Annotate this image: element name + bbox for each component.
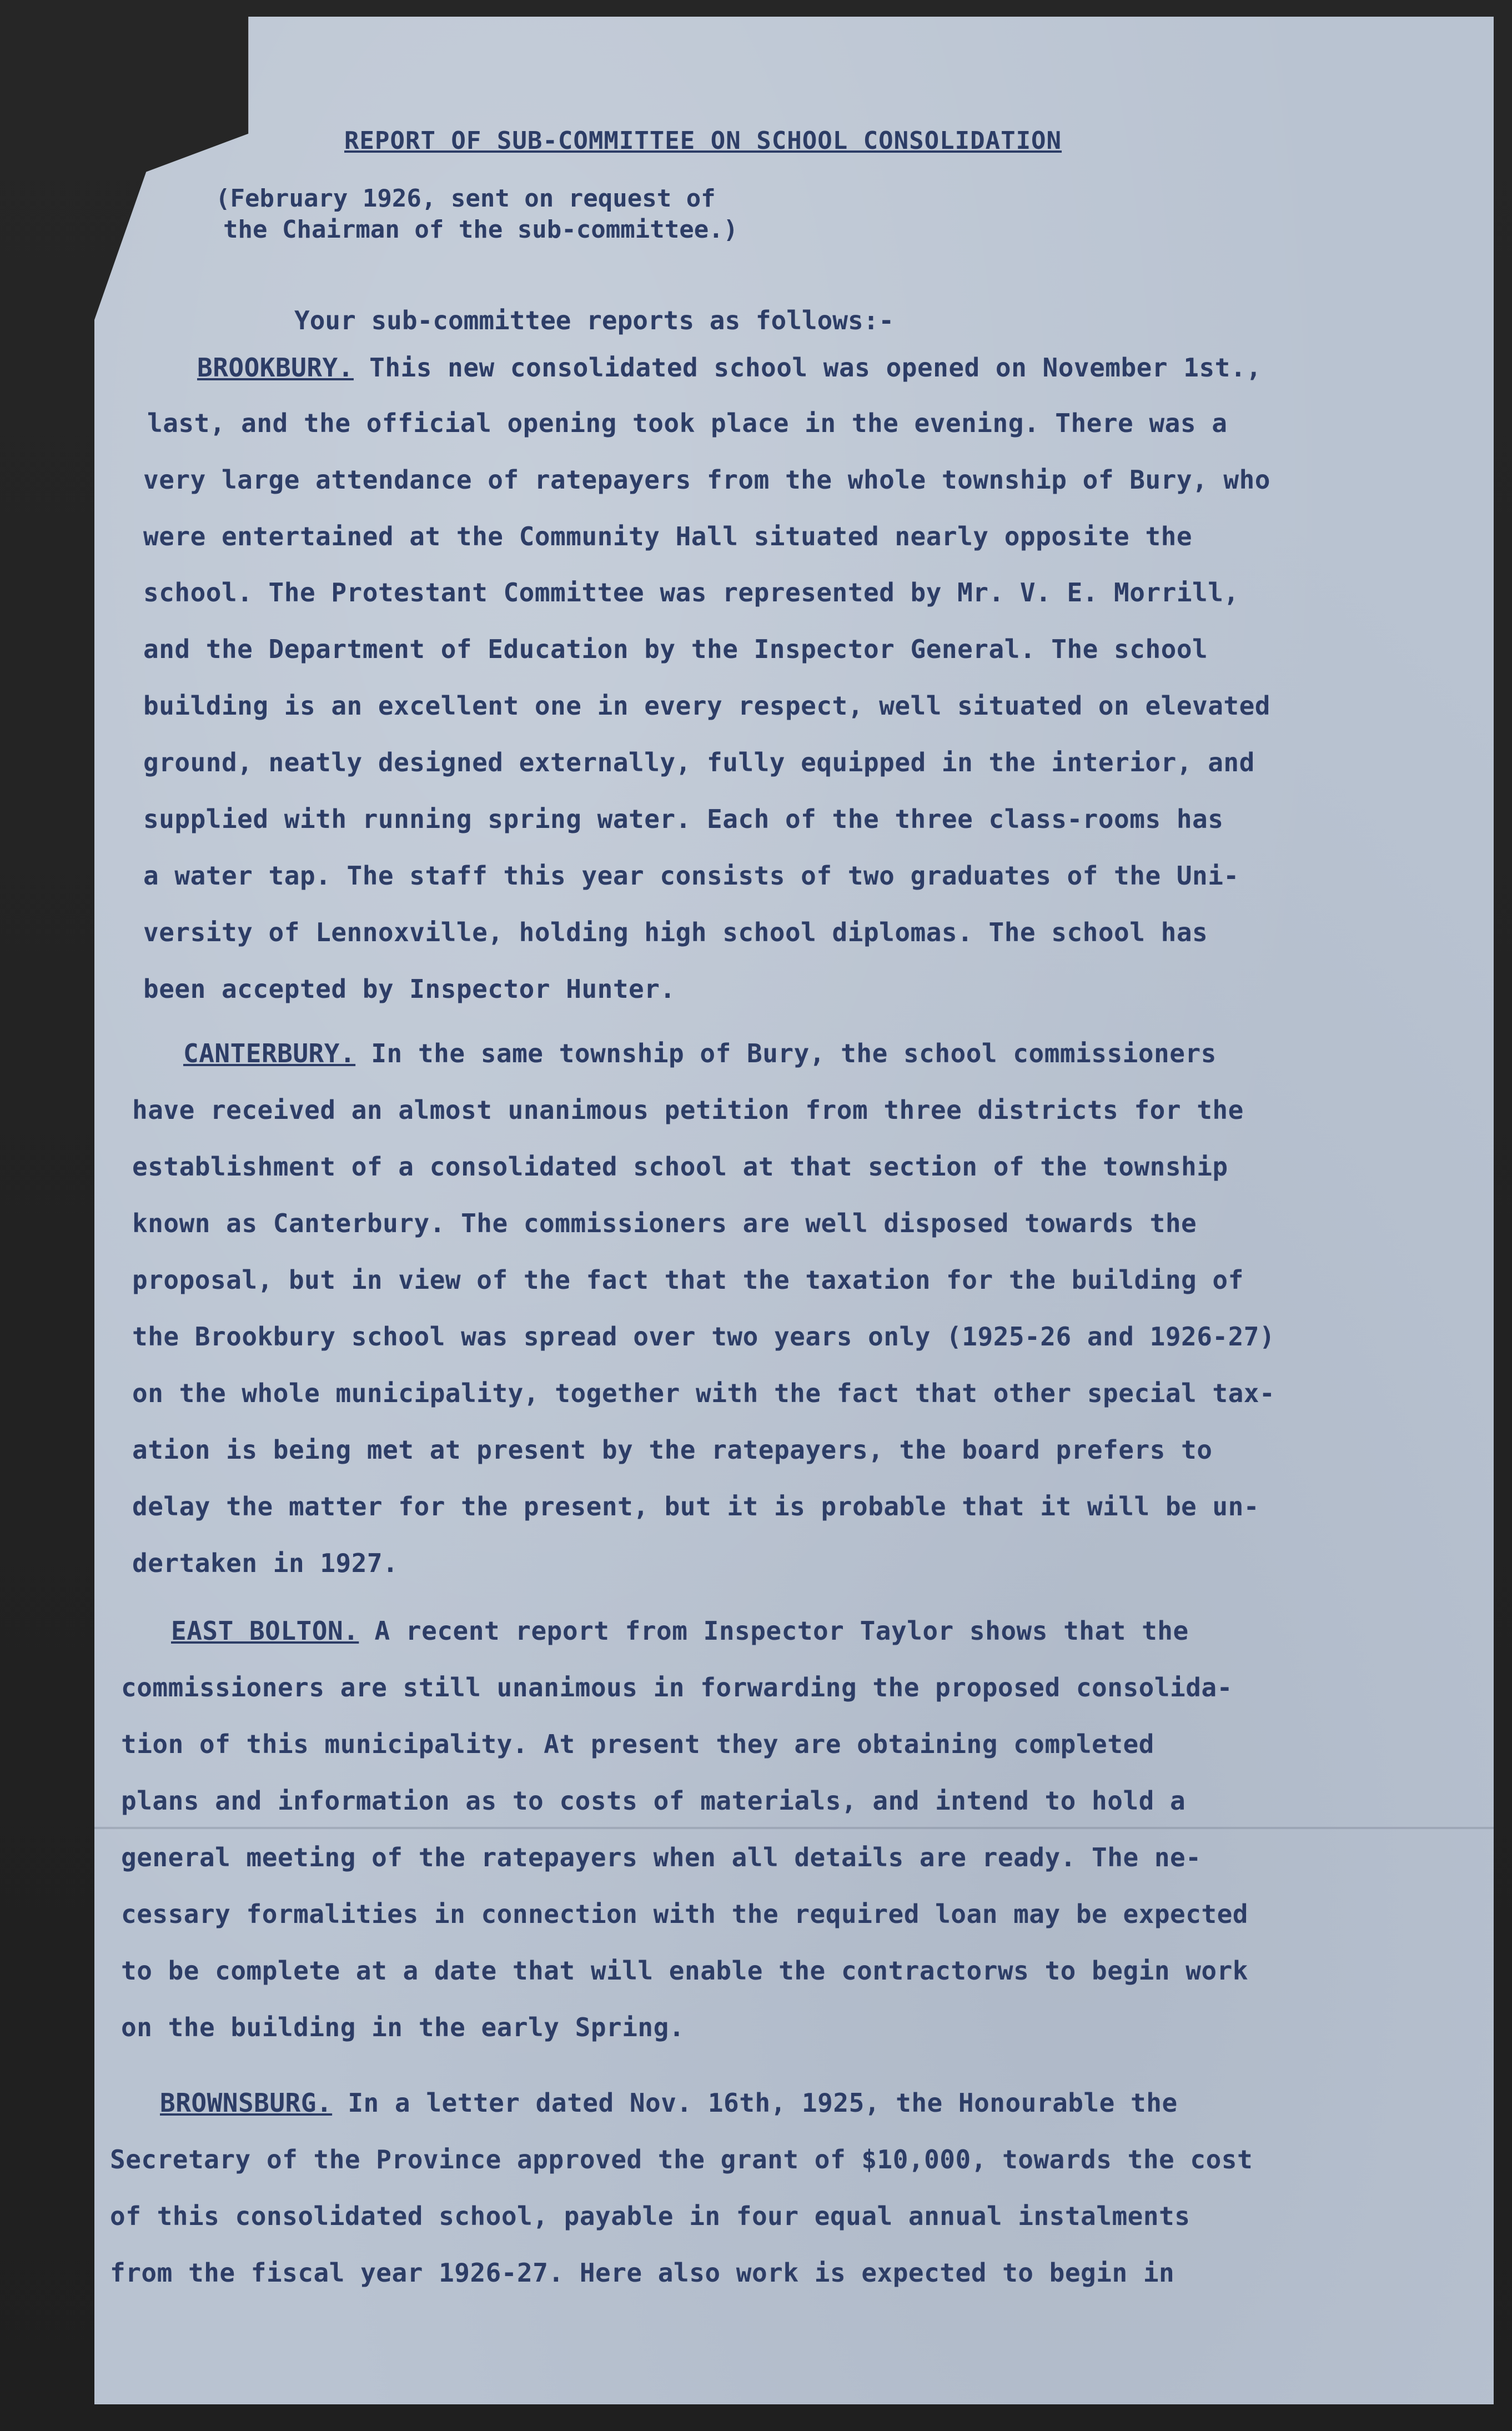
paragraph-line: very large attendance of ratepayers from the whole township of Bury, who (143, 465, 1270, 495)
section-heading-brownsburg: BROWNSBURG. (160, 2088, 333, 2118)
line-text: This new consolidated school was opened on November 1st., (369, 353, 1262, 383)
paragraph-line: of this consolidated school, payable in four equal annual instalments (110, 2201, 1190, 2231)
paragraph-line: proposal, but in view of the fact that the taxation for the building of (132, 1265, 1244, 1295)
paragraph-line: cessary formalities in connection with the required loan may be expected (121, 1899, 1248, 1929)
paragraph-line: have received an almost unanimous petition from three districts for the (132, 1095, 1244, 1125)
paragraph-line (171, 1616, 1189, 1646)
intro-text: Your sub-committee reports as follows:- (294, 305, 895, 335)
document-subtitle (215, 183, 738, 245)
paragraph-line: school. The Protestant Committee was represented by Mr. V. E. Morrill, (143, 577, 1239, 607)
paragraph-line: to be complete at a date that will enable the contractorws to begin work (121, 1956, 1248, 1986)
section-heading-east-bolton: EAST BOLTON. (171, 1616, 359, 1646)
paragraph-line: general meeting of the ratepayers when all details are ready. The ne- (121, 1842, 1202, 1872)
paragraph-line: last, and the official opening took place in the evening. There was a (147, 408, 1228, 438)
document-title: REPORT OF SUB-COMMITTEE ON SCHOOL CONSOLIDATION (344, 127, 1062, 155)
paragraph-line: known as Canterbury. The commissioners are well disposed towards the (132, 1208, 1197, 1238)
paragraph-line (183, 1038, 1217, 1068)
paragraph-line: from the fiscal year 1926-27. Here also work is expected to begin in (110, 2258, 1175, 2288)
paragraph-line: a water tap. The staff this year consists of two graduates of the Uni- (143, 861, 1239, 891)
subtitle-line: the Chairman of the sub-committee.) (223, 215, 739, 244)
subtitle-line: (February 1926, sent on request of (215, 184, 716, 213)
paragraph-line: Secretary of the Province approved the grant of $10,000, towards the cost (110, 2144, 1253, 2174)
paragraph-line: the Brookbury school was spread over two years only (1925-26 and 1926-27) (132, 1322, 1275, 1352)
paragraph-line (197, 353, 1262, 383)
section-heading-canterbury: CANTERBURY. (183, 1038, 356, 1068)
paragraph-line: versity of Lennoxville, holding high school diplomas. The school has (143, 917, 1208, 947)
paragraph-line: tion of this municipality. At present they are obtaining completed (121, 1729, 1154, 1759)
paragraph-line: on the whole municipality, together with the fact that other special tax- (132, 1378, 1275, 1408)
paragraph-line: ation is being met at present by the ratepayers, the board prefers to (132, 1435, 1213, 1465)
paragraph-line: plans and information as to costs of materials, and intend to hold a (121, 1786, 1186, 1816)
paragraph-line (160, 2088, 1178, 2118)
paragraph-line: and the Department of Education by the Inspector General. The school (143, 634, 1208, 664)
line-text: In the same township of Bury, the school commissioners (371, 1038, 1217, 1068)
line-text: In a letter dated Nov. 16th, 1925, the Honourable the (348, 2088, 1178, 2118)
paragraph-line: dertaken in 1927. (132, 1548, 399, 1578)
paragraph-line: were entertained at the Community Hall situated nearly opposite the (143, 521, 1193, 551)
paragraph-line: on the building in the early Spring. (121, 2012, 685, 2042)
paragraph-line: delay the matter for the present, but it is probable that it will be un- (132, 1491, 1259, 1521)
paragraph-line: ground, neatly designed externally, fully equipped in the interior, and (143, 747, 1255, 777)
section-heading-brookbury: BROOKBURY. (197, 353, 354, 383)
typed-document (94, 17, 1494, 2404)
line-text: A recent report from Inspector Taylor shows that the (374, 1616, 1189, 1646)
paragraph-line: been accepted by Inspector Hunter. (143, 974, 676, 1004)
paragraph-line: establishment of a consolidated school at that section of the township (132, 1152, 1228, 1182)
paragraph-line: commissioners are still unanimous in forwarding the proposed consolida- (121, 1672, 1233, 1702)
paragraph-line: supplied with running spring water. Each of the three class-rooms has (143, 804, 1224, 834)
paragraph-line: building is an excellent one in every respect, well situated on elevated (143, 691, 1270, 721)
